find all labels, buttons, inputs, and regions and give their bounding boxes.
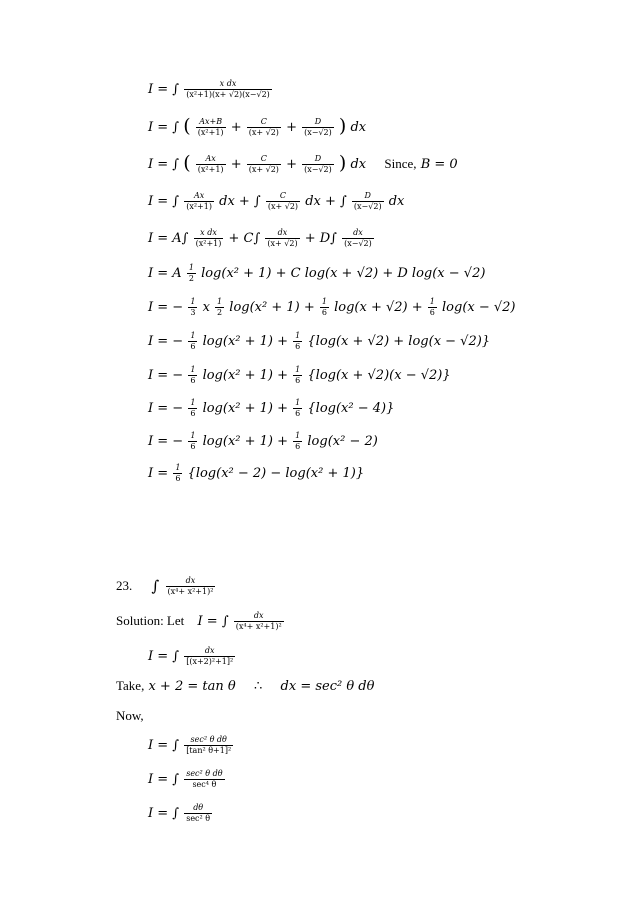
eq-line-3 <box>148 152 458 174</box>
close-paren: ) <box>338 115 347 137</box>
eq-line-12 <box>148 464 364 483</box>
eq-lhs: I = − <box>148 334 184 349</box>
fraction-a: $\frac{Ax}{\text{(x²+1)}}$ <box>197 154 224 174</box>
eq-line-1 <box>148 80 273 99</box>
integral-sign: ∫ <box>151 577 160 595</box>
eq-line-15 <box>148 770 226 789</box>
fraction: $\frac{1}{6}$ <box>190 431 196 451</box>
eq-lhs: I = A <box>148 266 182 281</box>
term: {log(x² − 2) − log(x² + 1)} <box>187 466 365 481</box>
therefore-symbol: ∴ <box>253 679 263 694</box>
eq-lhs: I = − <box>148 434 184 449</box>
plus-sign: + <box>286 157 297 172</box>
eq-lhs: I = ∫ <box>148 120 180 135</box>
eq-line-10 <box>148 399 394 418</box>
plus-sign: + <box>230 120 242 135</box>
term: log(x² + 1) + <box>202 334 289 349</box>
eq-lhs: I = − <box>148 300 184 315</box>
eq-line-5 <box>148 229 375 248</box>
differential: dx <box>388 194 405 209</box>
fraction: $\frac{1}{6}$ <box>295 331 301 351</box>
fraction: $\frac{\text{sec² θ dθ}}{\text{[tan² θ+1]²}}$ <box>186 735 232 755</box>
eq-line-6 <box>148 264 485 283</box>
fraction: $\frac{dx}{\text{(x⁴+ x²+1)²}}$ <box>235 611 282 631</box>
eq-lhs: I = ∫ <box>148 194 180 209</box>
eq-lhs: I = ∫ <box>197 614 229 629</box>
eq-line-16 <box>148 804 213 823</box>
fraction-a: $\frac{Ax}{\text{(x²+1)}}$ <box>186 191 212 211</box>
term: dx + ∫ <box>305 194 347 209</box>
term: dx + ∫ <box>219 194 261 209</box>
eq-lhs: I = − <box>148 368 184 383</box>
fraction-c: $\frac{dx}{(x-√2)}$ <box>344 228 372 248</box>
eq-lhs: I = ∫ <box>148 806 180 821</box>
fraction: $\frac{1}{6}$ <box>295 431 301 451</box>
variable: x <box>202 300 210 315</box>
open-paren: ( <box>183 115 191 137</box>
fraction: $\frac{1}{3}$ <box>190 297 196 317</box>
fraction: $\frac{1}{6}$ <box>190 365 196 385</box>
plus-sign: + <box>230 157 242 172</box>
fraction-c: $\frac{D}{(x-√2)}$ <box>304 117 332 137</box>
eq-line-7 <box>148 298 516 317</box>
eq-lhs: I = A∫ <box>148 231 189 246</box>
fraction: $\frac{\text{sec² θ dθ}}{\text{sec⁴ θ}}$ <box>186 769 223 789</box>
eq-line-13 <box>148 647 236 666</box>
eq-line-9 <box>148 366 451 385</box>
eq-line-4 <box>148 192 404 211</box>
fraction-c: $\frac{D}{(x-√2)}$ <box>353 191 382 211</box>
term: + D∫ <box>304 231 337 246</box>
term: log(x² + 1) + <box>202 368 289 383</box>
term: {log(x + √2)(x − √2)} <box>307 368 451 383</box>
eq-lhs: I = − <box>148 401 184 416</box>
term: log(x² − 2) <box>307 434 378 449</box>
eq-lhs: I = ∫ <box>148 649 180 664</box>
eq-lhs: I = ∫ <box>148 157 180 172</box>
differential-relation: dx = sec² θ dθ <box>280 679 375 694</box>
fraction-b: $\frac{C}{(x+ √2)}$ <box>267 191 299 211</box>
condition: B = 0 <box>420 157 458 172</box>
question-number: 23. <box>116 578 133 593</box>
fraction-b: $\frac{C}{(x+ √2)}$ <box>248 117 279 137</box>
fraction-b: $\frac{dx}{(x+ √2)}$ <box>267 228 298 248</box>
fraction: $\frac{1}{6}$ <box>295 365 301 385</box>
fraction: $\frac{1}{6}$ <box>295 398 301 418</box>
term: log(x² + 1) + <box>229 300 315 315</box>
fraction: $\frac{\text{x dx}}{\text{(x²+1)(x+ √2)(x−√2)}}$ <box>186 79 270 99</box>
eq-lhs: I = <box>148 466 169 481</box>
eq-line-8 <box>148 332 490 351</box>
now-label: Now, <box>116 708 144 723</box>
eq-lhs: I = ∫ <box>148 772 180 787</box>
fraction-b: $\frac{C}{(x+ √2)}$ <box>248 154 279 174</box>
substitution-line <box>116 679 374 693</box>
fraction-c: $\frac{D}{(x-√2)}$ <box>304 154 332 174</box>
fraction: $\frac{dx}{\text{(x⁴+ x²+1)²}}$ <box>167 576 214 596</box>
term: {log(x + √2) + log(x − √2)} <box>307 334 491 349</box>
eq-line-11 <box>148 432 378 451</box>
fraction: $\frac{dx}{\text{[(x+2)²+1]²}}$ <box>186 646 234 666</box>
plus-sign: + <box>286 120 297 135</box>
eq-lhs: I = ∫ <box>148 82 180 97</box>
differential: dx <box>350 120 367 135</box>
eq-line-2 <box>148 115 367 137</box>
close-paren: ) <box>338 152 347 174</box>
fraction: $\frac{1}{6}$ <box>321 297 327 317</box>
fraction: $\frac{1}{2}$ <box>188 263 194 283</box>
take-label: Take, <box>116 678 145 693</box>
fraction: $\frac{1}{6}$ <box>429 297 435 317</box>
eq-line-14 <box>148 736 234 755</box>
term: log(x − √2) <box>442 300 516 315</box>
solution-label: Solution: Let <box>116 613 185 628</box>
fraction-a: $\frac{\text{x dx}}{\text{(x²+1)}}$ <box>195 228 222 248</box>
fraction: $\frac{1}{2}$ <box>217 297 223 317</box>
differential: dx <box>350 157 367 172</box>
fraction: $\frac{1}{6}$ <box>175 463 181 483</box>
term: log(x² + 1) + C log(x + √2) + D log(x − √2) <box>201 266 486 281</box>
question-23 <box>116 577 216 596</box>
fraction: $\frac{1}{6}$ <box>190 398 196 418</box>
term: log(x² + 1) + <box>202 401 289 416</box>
fraction: $\frac{1}{6}$ <box>190 331 196 351</box>
term: log(x + √2) + <box>334 300 423 315</box>
fraction-a: $\frac{Ax+B}{\text{(x²+1)}}$ <box>197 117 224 137</box>
eq-lhs: I = ∫ <box>148 738 180 753</box>
term: log(x² + 1) + <box>202 434 289 449</box>
open-paren: ( <box>183 152 191 174</box>
substitution: x + 2 = tan θ <box>148 679 236 694</box>
solution-line <box>116 612 285 631</box>
term: + C∫ <box>228 231 261 246</box>
fraction: $\frac{d\theta}{\text{sec² θ}}$ <box>186 803 211 823</box>
term: {log(x² − 4)} <box>307 401 395 416</box>
since-label: Since, <box>384 156 417 171</box>
